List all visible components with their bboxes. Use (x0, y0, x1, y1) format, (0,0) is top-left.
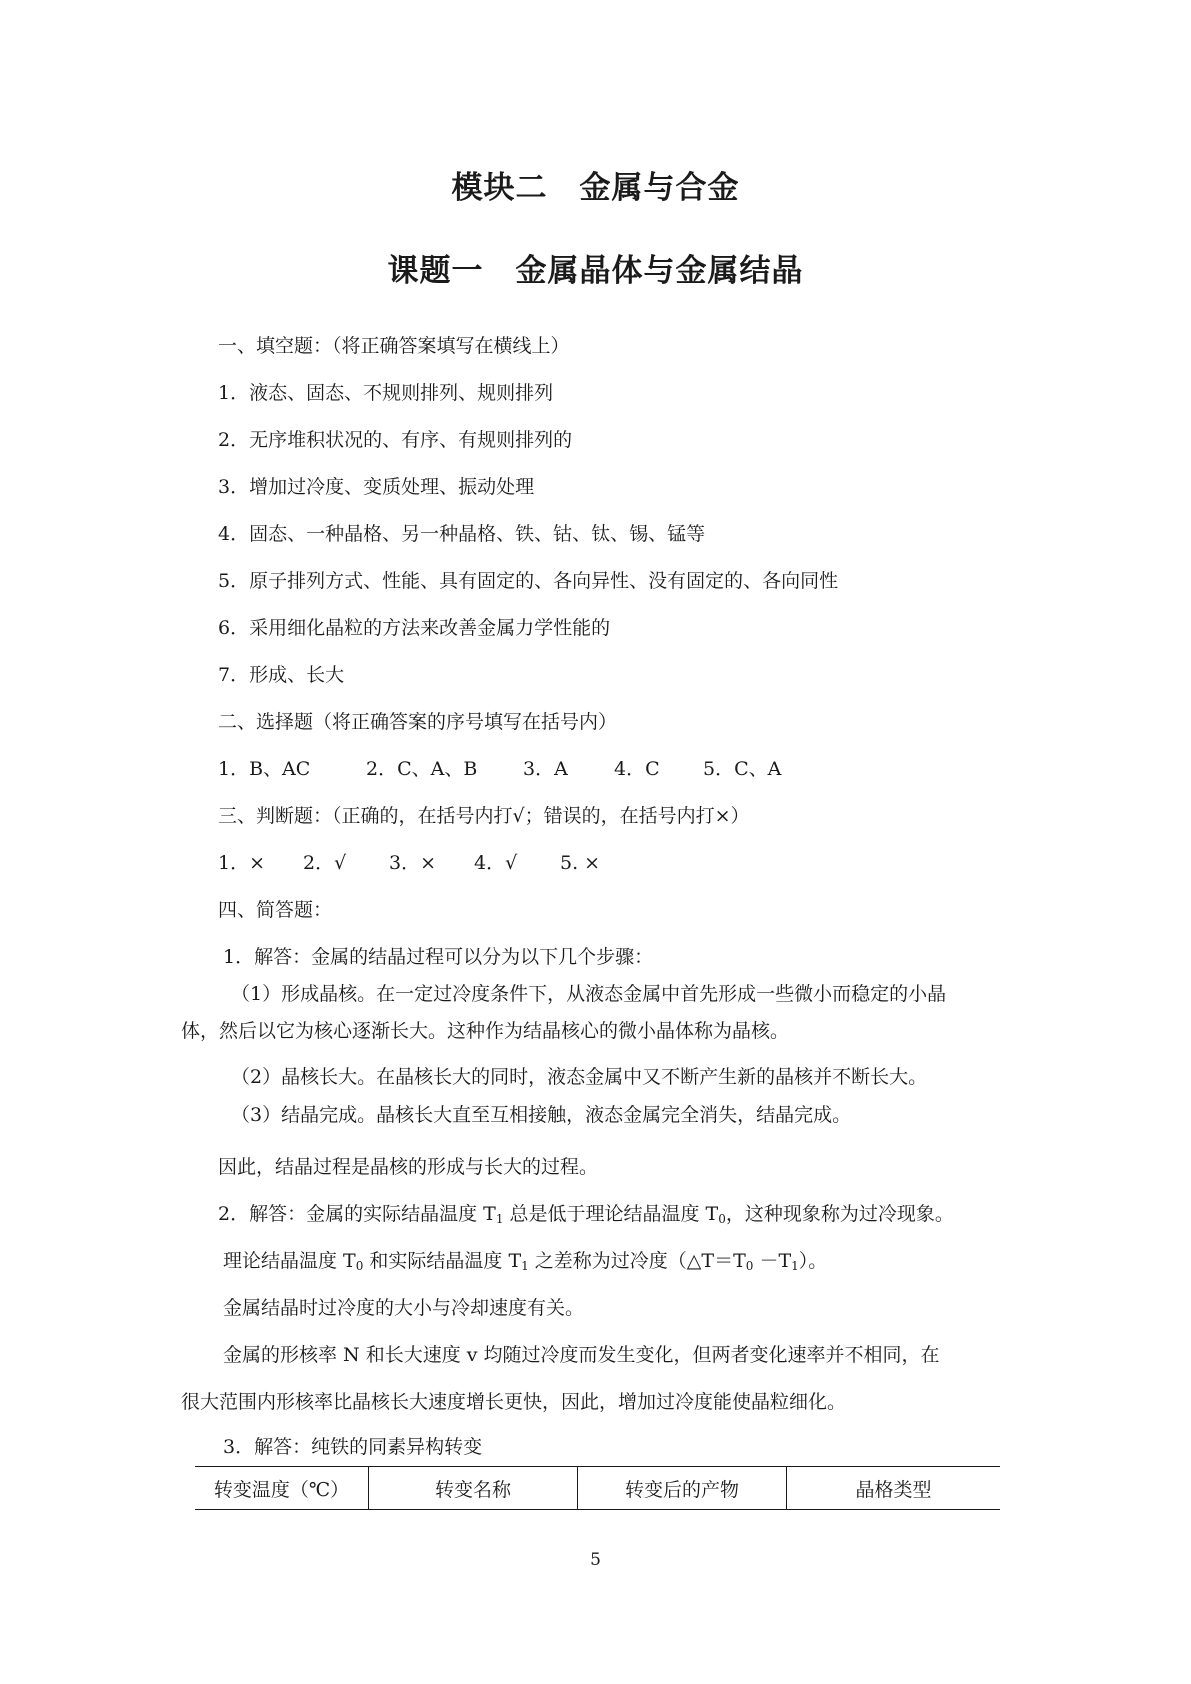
section3-answer-5: 5. × (560, 852, 601, 874)
q2-line2-sub4: 1 (791, 1259, 799, 1273)
q2-line2-sub2: 1 (521, 1259, 529, 1273)
q1-step1-line1: （1）形成晶核。在一定过冷度条件下，从液态金属中首先形成一些微小而稳定的小晶 (231, 983, 947, 1005)
section1-item-4: 4．固态、一种晶格、另一种晶格、铁、钴、钛、锡、锰等 (218, 523, 706, 545)
q2-line1-text-c: ，这种现象称为过冷现象。 (725, 1203, 954, 1225)
section3-answer-2: 2．√ (303, 852, 347, 874)
q2-line4: 金属的形核率 N 和长大速度 v 均随过冷度而发生变化，但两者变化速率并不相同，在 (223, 1344, 940, 1366)
section1-item-2: 2．无序堆积状况的、有序、有规则排列的 (218, 429, 573, 451)
section2-answer-3: 3．A (523, 758, 568, 780)
q1-intro: 1．解答：金属的结晶过程可以分为以下几个步骤： (223, 946, 654, 968)
q2-line1-sub2: 0 (718, 1212, 726, 1226)
section3-answer-4: 4．√ (474, 852, 518, 874)
q1-step3: （3）结晶完成。晶核长大直至互相接触，液态金属完全消失，结晶完成。 (231, 1104, 852, 1126)
section1-heading: 一、填空题：（将正确答案填写在横线上） (218, 335, 570, 357)
q1-step1-line2: 体，然后以它为核心逐渐长大。这种作为结晶核心的微小晶体称为晶核。 (181, 1020, 790, 1042)
table-header-cell: 转变后的产物 (578, 1467, 787, 1510)
q2-line1-sub1: 1 (495, 1212, 504, 1226)
table-header-cell: 晶格类型 (787, 1467, 1001, 1510)
q3-intro: 3．解答：纯铁的同素异构转变 (223, 1436, 483, 1458)
q2-line3: 金属结晶时过冷度的大小与冷却速度有关。 (223, 1297, 585, 1319)
q2-line2-text-c: 之差称为过冷度（△T＝T (528, 1250, 746, 1272)
section2-answer-2: 2．C、A、B (366, 758, 478, 780)
section3-heading: 三、判断题：（正确的，在括号内打√；错误的，在括号内打×） (218, 805, 750, 827)
module-title: 模块二 金属与合金 (451, 170, 740, 206)
table-header-cell: 转变温度（℃） (213, 1478, 350, 1501)
table-header-row (195, 1467, 1000, 1510)
page-number: 5 (590, 1550, 601, 1570)
section2-answer-5: 5．C、A (703, 758, 782, 780)
allotropic-transformation-table (195, 1466, 1000, 1510)
q2-line2-text-a: 理论结晶温度 T (223, 1250, 356, 1272)
section1-item-6: 6．采用细化晶粒的方法来改善金属力学性能的 (218, 617, 611, 639)
section2-answer-1: 1．B、AC (218, 758, 311, 780)
q2-line2-text-d: －T (753, 1250, 792, 1272)
q2-line2-text-b: 和实际结晶温度 T (363, 1250, 522, 1272)
q2-line1-text-a: 2．解答：金属的实际结晶温度 T (218, 1203, 496, 1225)
q1-conclusion: 因此，结晶过程是晶核的形成与长大的过程。 (218, 1156, 599, 1178)
section1-item-1: 1．液态、固态、不规则排列、规则排列 (218, 382, 554, 404)
q2-line1-text-b: 总是低于理论结晶温度 T (503, 1203, 719, 1225)
table-header-cell: 转变名称 (369, 1467, 578, 1510)
section1-item-3: 3．增加过冷度、变质处理、振动处理 (218, 476, 535, 498)
section1-item-5: 5．原子排列方式、性能、具有固定的、各向异性、没有固定的、各向同性 (218, 570, 839, 592)
q1-step2: （2）晶核长大。在晶核长大的同时，液态金属中又不断产生新的晶核并不断长大。 (231, 1066, 928, 1088)
q2-line1 (218, 1201, 954, 1227)
q2-line5: 很大范围内形核率比晶核长大速度增长更快，因此，增加过冷度能使晶粒细化。 (181, 1391, 847, 1413)
q2-line2-sub3: 0 (745, 1259, 754, 1273)
section2-answer-4: 4．C (614, 758, 660, 780)
section1-item-7: 7．形成、长大 (218, 664, 345, 686)
q2-line2-text-e: ）。 (798, 1250, 828, 1272)
lesson-title: 课题一 金属晶体与金属结晶 (387, 253, 804, 289)
q2-line2-sub1: 0 (355, 1259, 364, 1273)
section3-answer-1: 1．× (218, 852, 266, 874)
q2-line2 (223, 1248, 827, 1274)
section3-answer-3: 3．× (389, 852, 437, 874)
section4-heading: 四、简答题： (218, 899, 333, 921)
section2-heading: 二、选择题（将正确答案的序号填写在括号内） (218, 711, 618, 733)
